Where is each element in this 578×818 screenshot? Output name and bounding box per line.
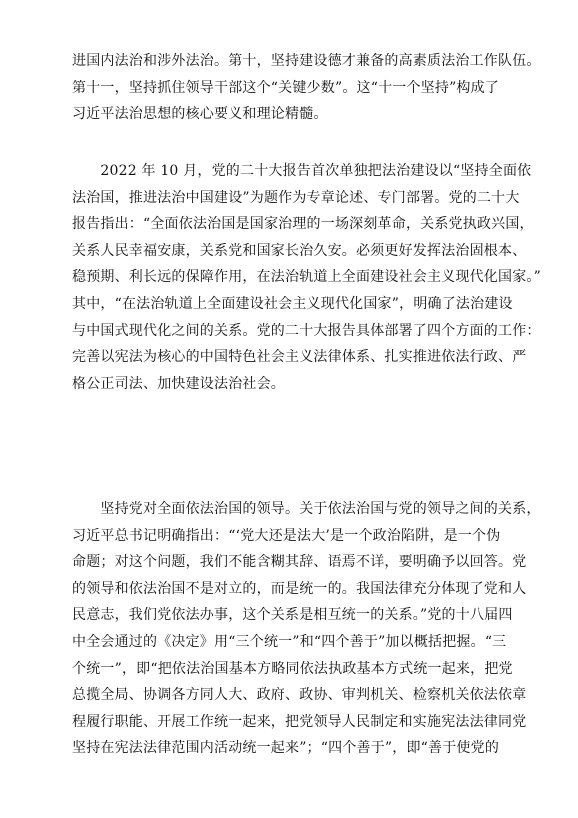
text-line: 进国内法治和涉外法治。第十，坚持建设德才兼备的高素质法治工作队伍。: [72, 53, 541, 69]
text-line: 完善以宪法为核心的中国特色社会主义法律体系、扎实推进依法行政、严: [72, 349, 527, 366]
text-line: 的领导和依法治国不是对立的，而是统一的。我国法律充分体现了党和人: [72, 580, 527, 597]
text-line: 与中国式现代化之间的关系。党的二十大报告具体部署了四个方面的工作：: [72, 322, 541, 339]
text-line: 关系人民幸福安康，关系党和国家长治久安。必须更好发挥法治固根本、: [72, 242, 527, 259]
text-line: 其中，“在法治轨道上全面建设社会主义现代化国家”，明确了法治建设: [72, 295, 513, 312]
paragraph-1: [72, 48, 541, 128]
text-line: 坚持党对全面依法治国的领导。关于依法治国与党的领导之间的关系，: [72, 501, 541, 517]
text-line: 报告指出：“全面依法治国是国家治理的一场深刻革命，关系党执政兴国，: [72, 216, 534, 233]
paragraph-2: [72, 158, 541, 397]
text-line: 命题；对这个问题，我们不能含糊其辞、语焉不详，要明确予以回答。党: [72, 554, 527, 571]
text-line: 第十一，坚持抓住领导干部这个“关键少数”。这“十一个坚持”构成了: [72, 79, 500, 96]
text-line: 习近平法治思想的核心要义和理论精髓。: [72, 106, 328, 123]
text-line: 2022 年 10 月，党的二十大报告首次单独把法治建设以“坚持全面依: [72, 163, 532, 179]
text-line: 个统一”，即“把依法治国基本方略同依法执政基本方式统一起来，把党: [72, 660, 513, 677]
text-line: 程履行职能、开展工作统一起来，把党领导人民制定和实施宪法法律同党: [72, 713, 527, 730]
text-line: 中全会通过的《决定》用“三个统一”和“四个善于”加以概括把握。“三: [72, 633, 507, 650]
text-line: 民意志，我们党依法办事，这个关系是相互统一的关系。”党的十八届四: [72, 607, 513, 624]
text-line: 习近平总书记明确指出：“‘党大还是法大’是一个政治陷阱，是一个伪: [72, 527, 501, 544]
text-line: 总揽全局、协调各方同人大、政府、政协、审判机关、检察机关依法依章: [72, 687, 527, 704]
text-line: 稳预期、利长远的保障作用，在法治轨道上全面建设社会主义现代化国家。”: [72, 269, 541, 286]
text-line: 格公正司法、加快建设法治社会。: [72, 375, 285, 392]
text-line: 坚持在宪法法律范围内活动统一起来”；“四个善于”，即“善于使党的: [72, 740, 500, 757]
text-line: 法治国，推进法治中国建设”为题作为专章论述、专门部署。党的二十大: [72, 189, 520, 206]
paragraph-3: [72, 496, 541, 762]
